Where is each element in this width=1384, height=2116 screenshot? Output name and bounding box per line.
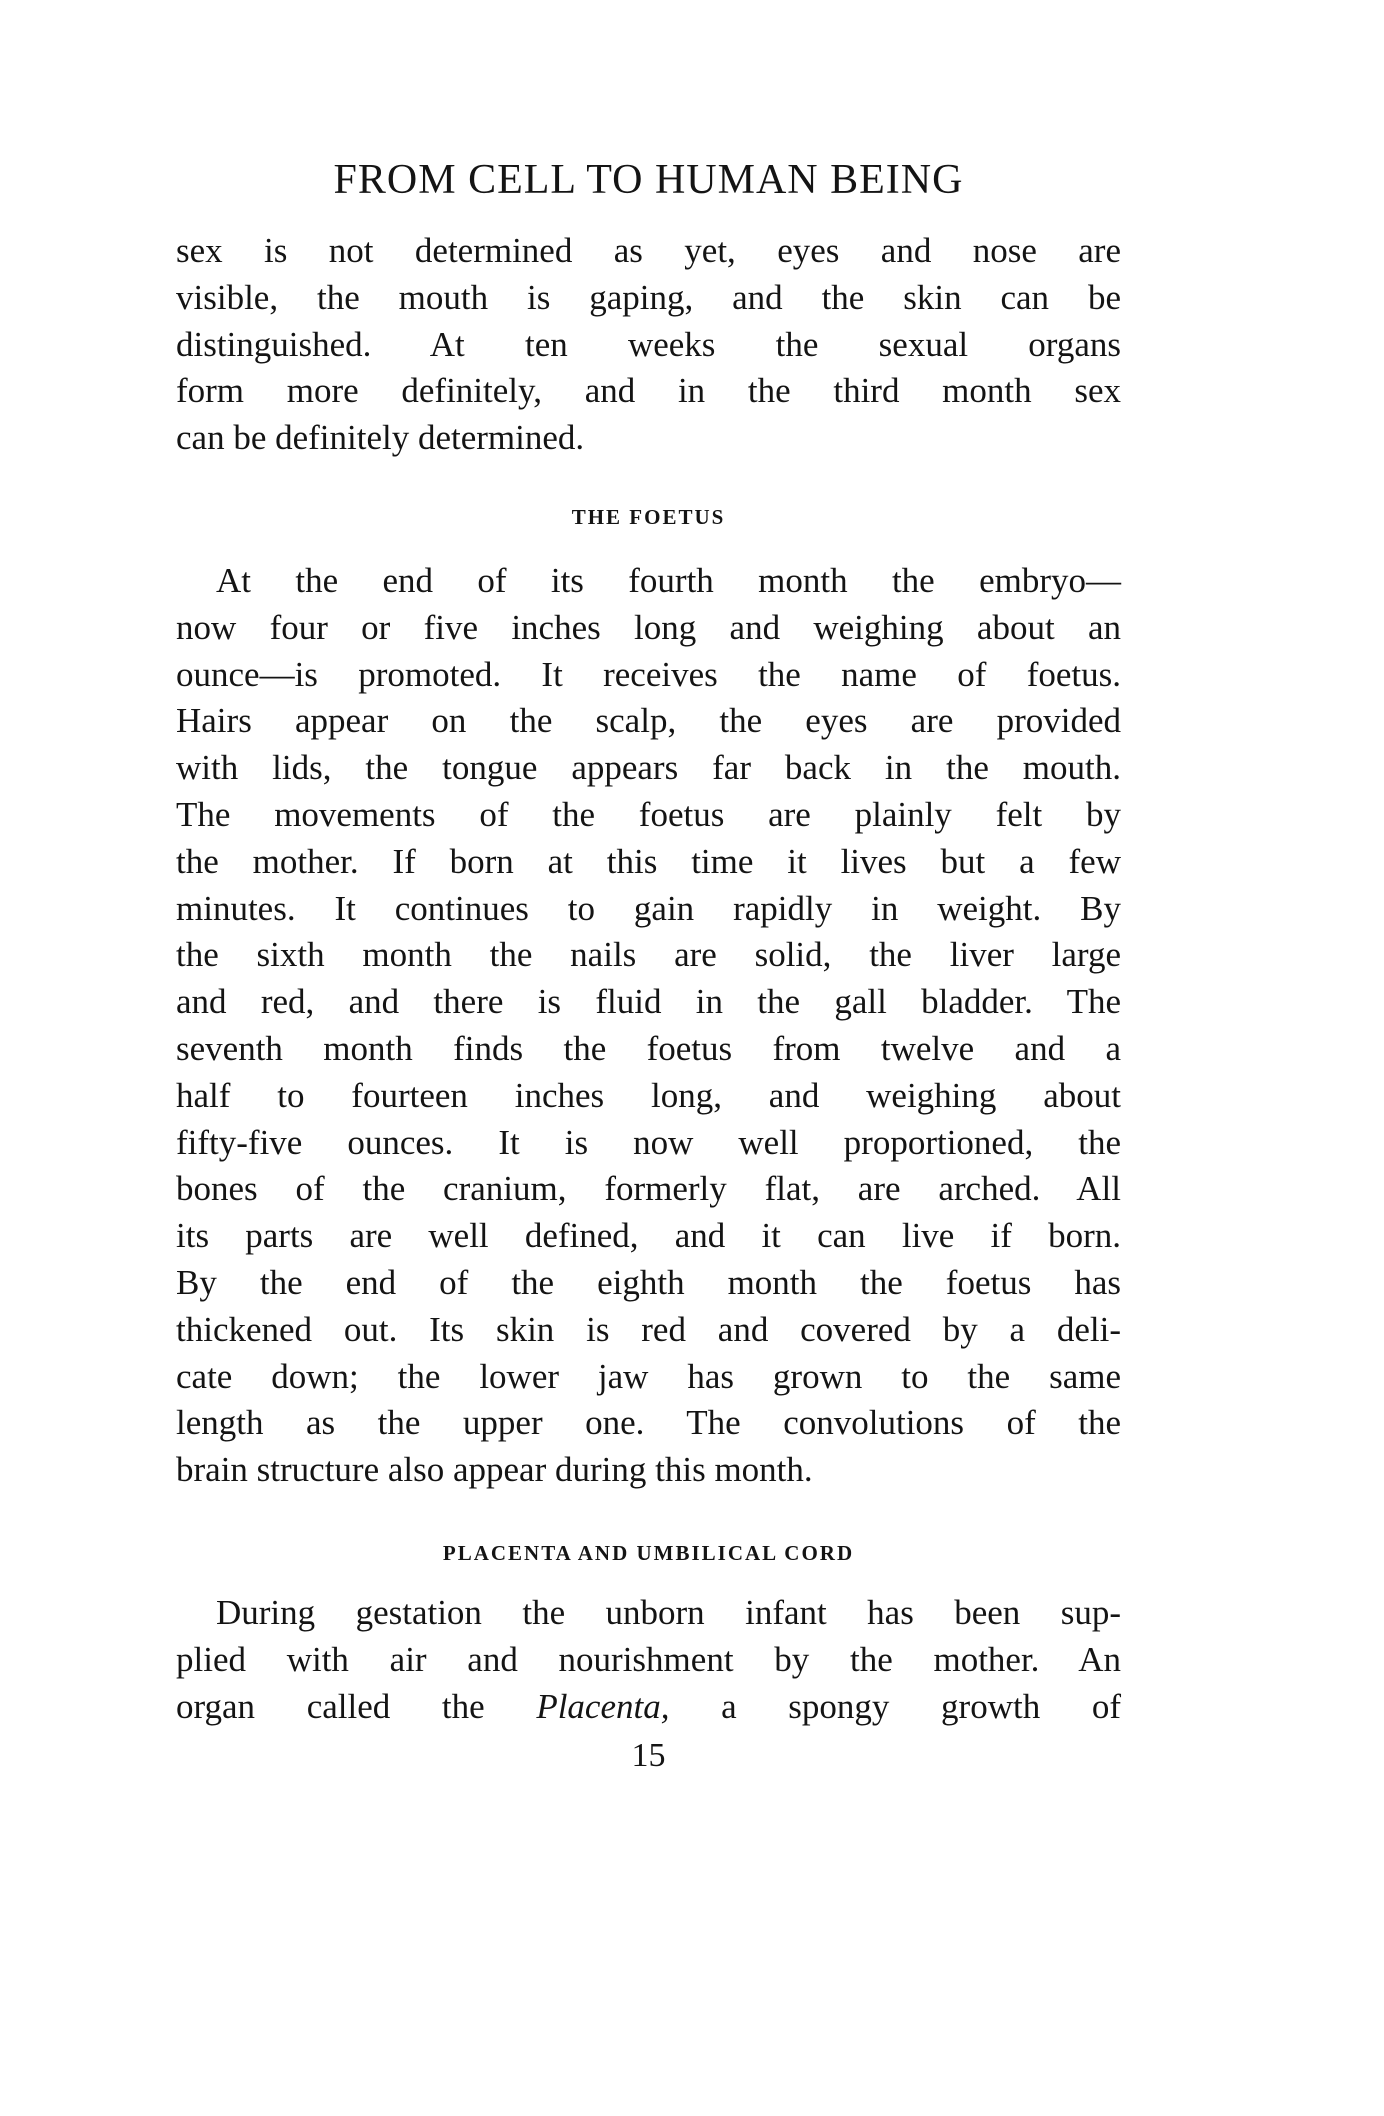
- text-line: length as the upper one. The convolutions of the: [176, 1403, 1121, 1443]
- text-line: Hairs appear on the scalp, the eyes are provided: [176, 701, 1121, 741]
- text-line: During gestation the unborn infant has been sup-: [216, 1592, 1121, 1632]
- text-line: The movements of the foetus are plainly felt by: [176, 794, 1121, 834]
- intro-paragraph: [176, 228, 1121, 462]
- book-page: [176, 150, 1121, 1776]
- page-number: 15: [631, 1737, 666, 1775]
- text-segment: organ called the: [176, 1686, 537, 1726]
- text-line: the sixth month the nails are solid, the liver large: [176, 935, 1121, 975]
- text-line: seventh month finds the foetus from twelve and a: [176, 1028, 1121, 1068]
- text-line: At the end of its fourth month the embryo—: [216, 560, 1121, 600]
- text-line: plied with air and nourishment by the mother. An: [176, 1639, 1121, 1679]
- text-line: its parts are well defined, and it can live if born.: [176, 1216, 1121, 1256]
- text-line: the mother. If born at this time it lives but a few: [176, 841, 1121, 881]
- text-line: with lids, the tongue appears far back in the mouth.: [176, 748, 1121, 788]
- text-line: sex is not determined as yet, eyes and nose are: [176, 231, 1121, 270]
- section-heading-placenta: PLACENTA AND UMBILICAL CORD: [442, 1540, 855, 1565]
- italic-term-placenta: Placenta,: [536, 1686, 670, 1726]
- text-line: half to fourteen inches long, and weighing about: [176, 1075, 1121, 1115]
- foetus-paragraph: [176, 558, 1121, 1494]
- text-line: brain structure also appear during this month.: [176, 1450, 813, 1490]
- text-line: thickened out. Its skin is red and covered by a deli-: [176, 1309, 1121, 1349]
- text-line: can be definitely determined.: [176, 418, 585, 458]
- text-segment: a spongy growth of: [669, 1686, 1122, 1726]
- text-line: minutes. It continues to gain rapidly in weight. By: [176, 888, 1121, 928]
- text-line: cate down; the lower jaw has grown to the same: [176, 1356, 1121, 1396]
- text-line: and red, and there is fluid in the gall bladder. The: [176, 982, 1121, 1022]
- text-line: distinguished. At ten weeks the sexual organs: [176, 324, 1121, 364]
- text-line: bones of the cranium, formerly flat, are arched. All: [176, 1169, 1121, 1209]
- text-line: By the end of the eighth month the foetus has: [176, 1262, 1121, 1302]
- text-line: ounce—is promoted. It receives the name of foetus.: [176, 654, 1121, 694]
- text-line: now four or five inches long and weighing about an: [176, 607, 1121, 647]
- text-line-with-italic: [176, 1684, 1121, 1731]
- section-heading-foetus: THE FOETUS: [571, 504, 726, 529]
- text-line: visible, the mouth is gaping, and the skin can be: [176, 277, 1121, 317]
- running-head: FROM CELL TO HUMAN BEING: [333, 157, 964, 203]
- text-line: fifty-five ounces. It is now well proportioned, the: [176, 1122, 1121, 1162]
- placenta-paragraph: [176, 1590, 1121, 1730]
- text-line: form more definitely, and in the third month sex: [176, 371, 1121, 411]
